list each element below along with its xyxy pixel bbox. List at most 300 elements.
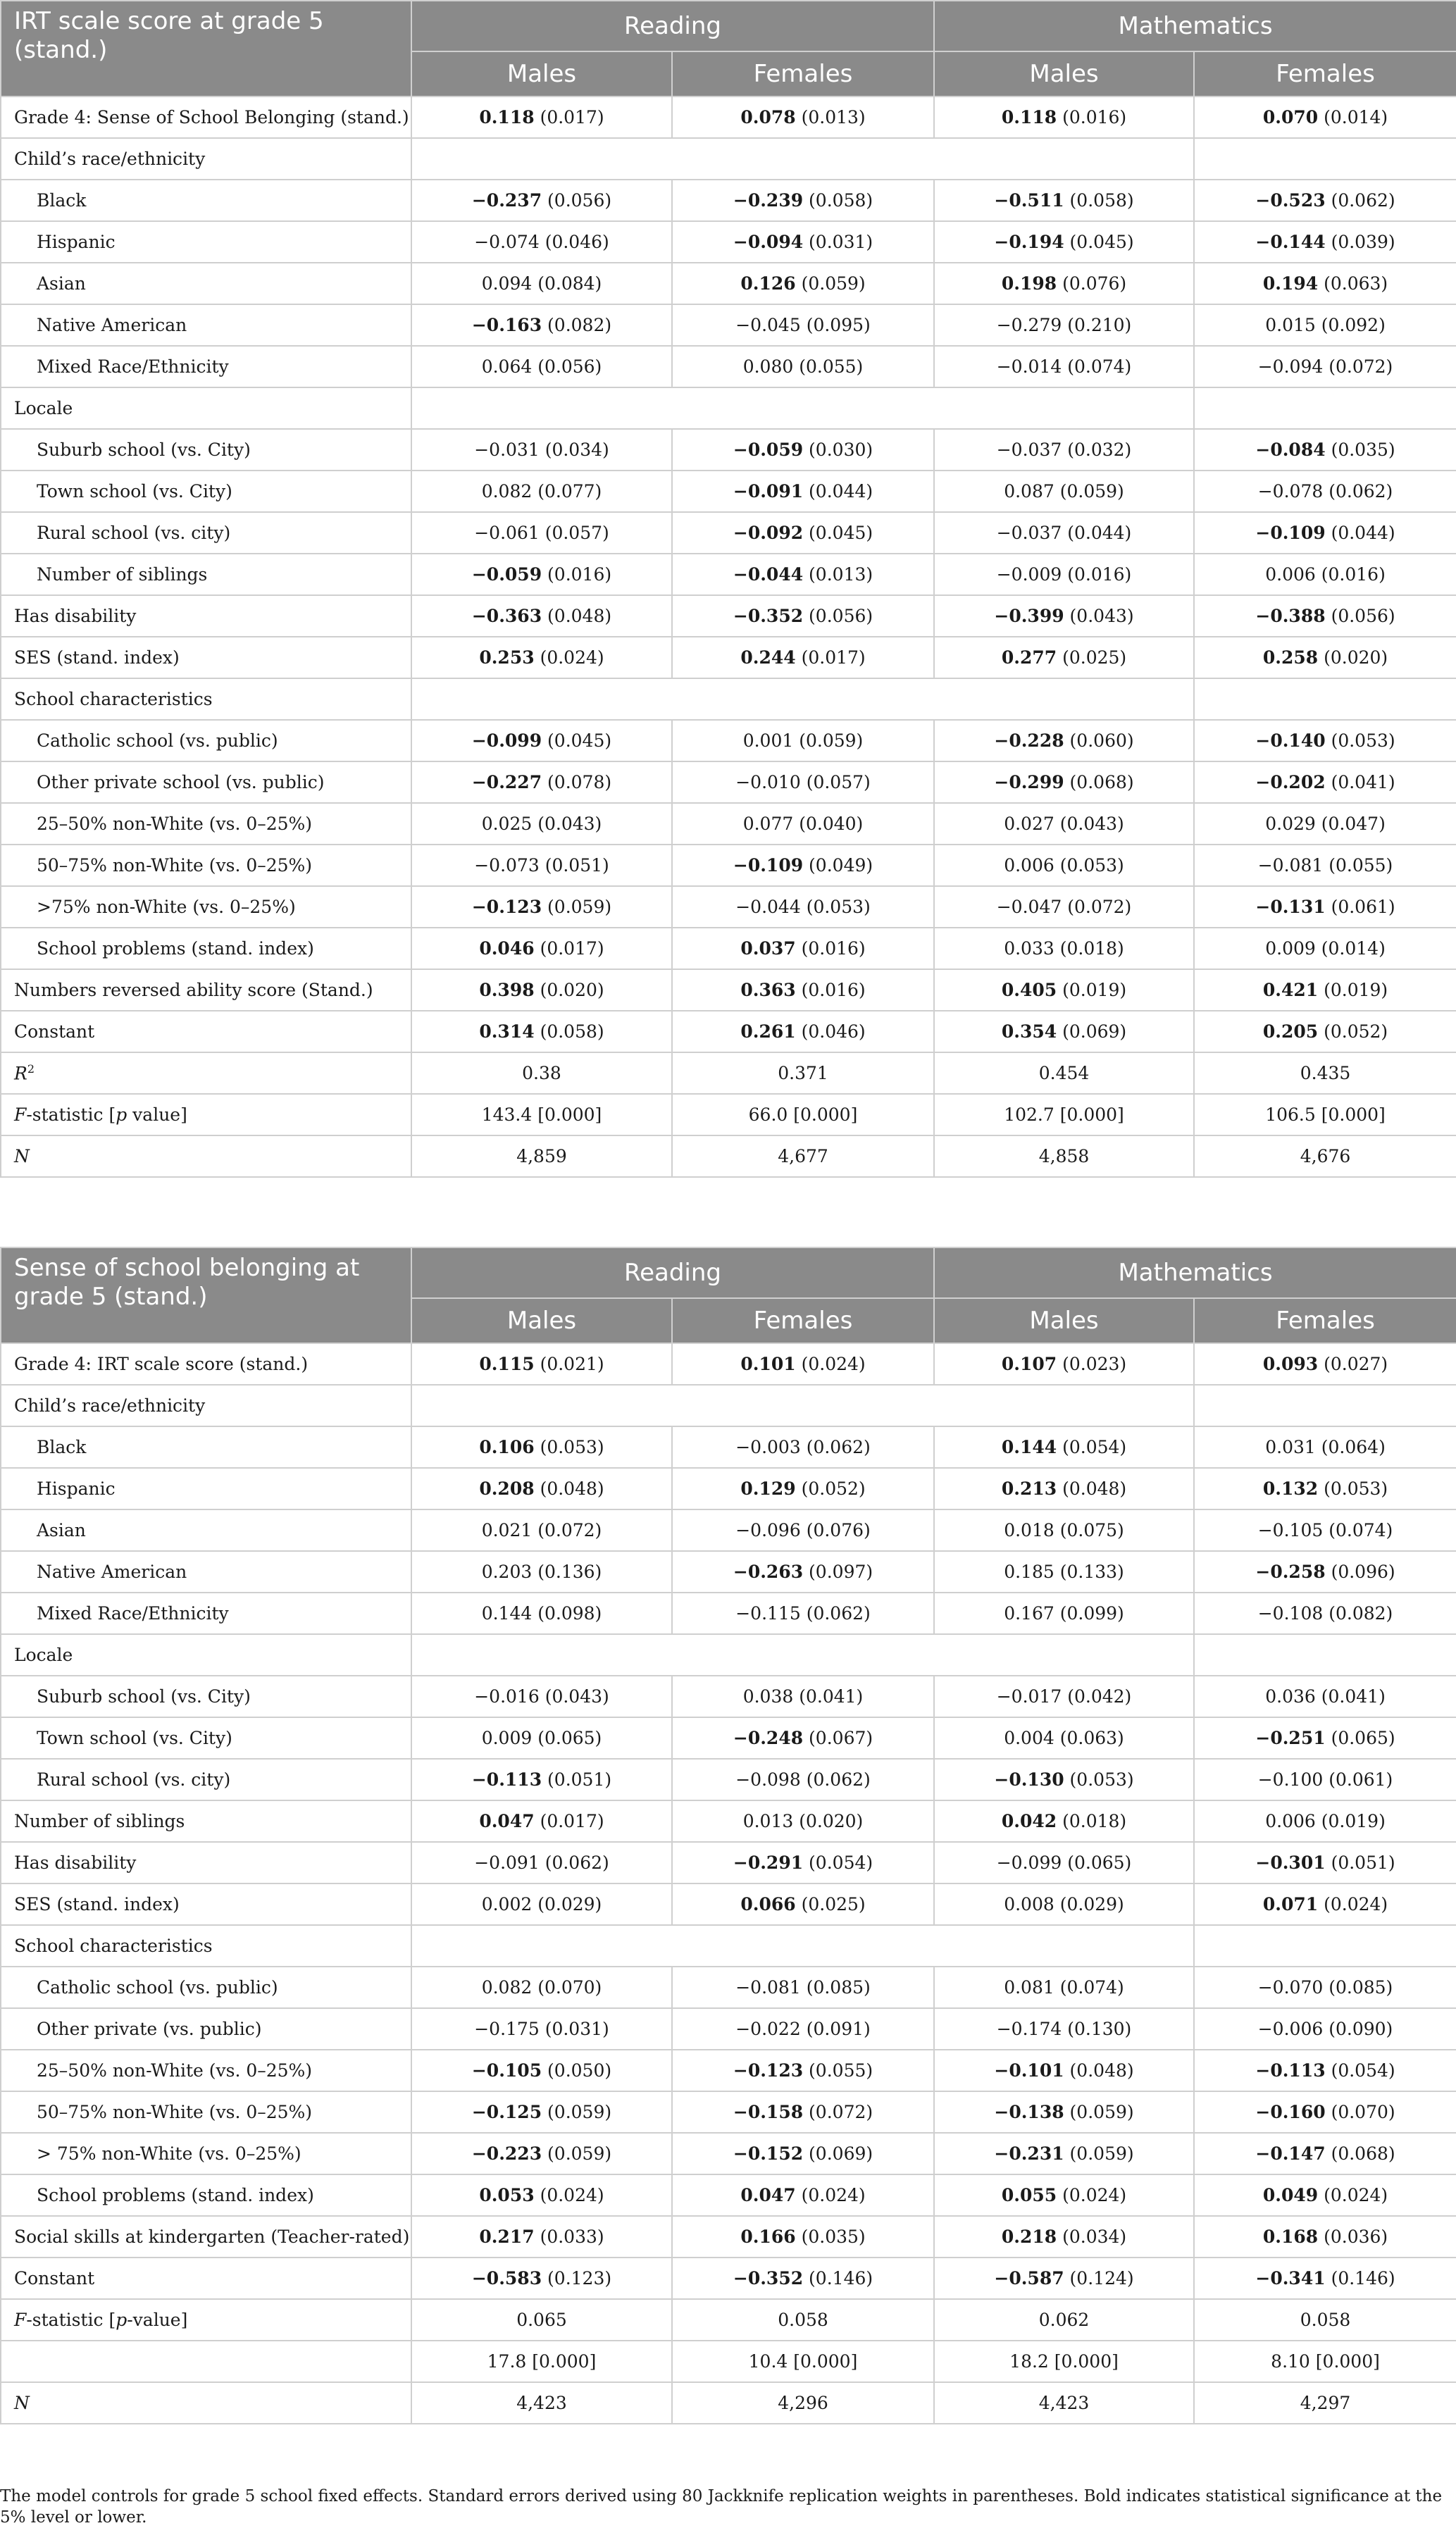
coef-cell: [672, 637, 934, 678]
table-row: [1, 2341, 1456, 2382]
coef-estimate: −0.587: [994, 2268, 1064, 2289]
coef-estimate: 0.066: [740, 1894, 796, 1914]
coef-estimate: 0.001: [742, 730, 794, 751]
coef-cell: [411, 761, 672, 803]
coef-cell: [411, 180, 672, 221]
row-label: Grade 4: Sense of School Belonging (stand.): [1, 96, 411, 138]
coef-estimate: 0.006: [1004, 855, 1054, 876]
standard-error: (0.055): [1323, 855, 1393, 876]
coef-cell: [672, 429, 934, 471]
coef-cell: [411, 1759, 672, 1800]
standard-error: (0.091): [800, 2019, 871, 2039]
coef-cell: [934, 1343, 1194, 1385]
standard-error: (0.031): [803, 232, 873, 252]
coef-estimate: 0.058: [778, 2310, 828, 2330]
coef-cell: [1194, 2174, 1456, 2216]
coef-cell: [672, 304, 934, 346]
standard-error: (0.095): [800, 315, 871, 335]
coef-cell: [672, 1426, 934, 1468]
coef-cell: [934, 1551, 1194, 1593]
table-row: [1, 1551, 1456, 1593]
group-header-reading: Reading: [411, 1247, 934, 1298]
coef-cell: [1194, 761, 1456, 803]
coef-cell: [934, 595, 1194, 637]
coef-cell: [934, 554, 1194, 595]
standard-error: (0.024): [1318, 1894, 1388, 1914]
table-row: [1, 2133, 1456, 2174]
coef-estimate: 0.042: [1001, 1811, 1057, 1831]
coef-estimate: 0.198: [1001, 273, 1057, 294]
section-spacer: [411, 138, 1194, 180]
row-label: N: [1, 2382, 411, 2424]
coef-cell: [672, 2258, 934, 2299]
school-belonging-table: [0, 1247, 1456, 2424]
standard-error: (0.070): [1325, 2102, 1395, 2122]
coef-cell: [411, 346, 672, 387]
standard-error: (0.041): [793, 1686, 864, 1707]
coef-estimate: 0.002: [481, 1894, 533, 1914]
coef-cell: [1194, 928, 1456, 969]
row-label: Social skills at kindergarten (Teacher-rated): [1, 2216, 411, 2258]
coef-cell: [672, 803, 934, 845]
standard-error: (0.053): [1054, 855, 1124, 876]
standard-error: (0.056): [803, 606, 873, 626]
section-row: [1, 1385, 1456, 1426]
coef-estimate: −0.099: [996, 1853, 1062, 1873]
standard-error: (0.072): [1323, 356, 1393, 377]
coef-estimate: 0.107: [1001, 1354, 1057, 1374]
coef-cell: [411, 1094, 672, 1135]
standard-error: (0.033): [534, 2227, 604, 2247]
coef-cell: [934, 2258, 1194, 2299]
standard-error: (0.013): [795, 107, 866, 127]
row-label: > 75% non-White (vs. 0–25%): [1, 2133, 411, 2174]
standard-error: (0.146): [803, 2268, 873, 2289]
coef-estimate: 0.205: [1262, 1021, 1319, 1042]
coef-cell: [1194, 2341, 1456, 2382]
coef-estimate: 4,676: [1300, 1146, 1351, 1166]
coef-cell: [934, 2382, 1194, 2424]
coef-estimate: 0.126: [740, 273, 796, 294]
table-row: [1, 1717, 1456, 1759]
coef-cell: [934, 2174, 1194, 2216]
coef-estimate: −0.301: [1255, 1853, 1326, 1873]
coef-estimate: 0.021: [481, 1520, 533, 1540]
coef-estimate: 0.203: [481, 1562, 533, 1582]
coef-cell: [411, 2133, 672, 2174]
coef-cell: [934, 2299, 1194, 2341]
coef-estimate: 4,296: [778, 2393, 828, 2413]
standard-error: (0.024): [795, 1354, 866, 1374]
coef-cell: [934, 1883, 1194, 1925]
coef-cell: [1194, 263, 1456, 304]
standard-error: (0.016): [795, 938, 866, 959]
standard-error: (0.043): [532, 814, 602, 834]
coef-cell: [411, 1717, 672, 1759]
coef-cell: [672, 2050, 934, 2091]
irt-score-table: [0, 0, 1456, 1178]
coef-estimate: −0.115: [735, 1603, 801, 1624]
standard-error: (0.056): [542, 190, 612, 211]
coef-cell: [672, 1967, 934, 2008]
coef-estimate: 0.354: [1001, 1021, 1057, 1042]
standard-error: (0.019): [1315, 1811, 1386, 1831]
coef-cell: [934, 2050, 1194, 2091]
standard-error: (0.123): [542, 2268, 612, 2289]
coef-cell: [934, 845, 1194, 886]
table-row: [1, 2216, 1456, 2258]
standard-error: (0.036): [1318, 2227, 1388, 2247]
coef-estimate: −0.130: [994, 1769, 1064, 1790]
standard-error: (0.061): [1323, 1769, 1393, 1790]
row-label: Grade 4: IRT scale score (stand.): [1, 1343, 411, 1385]
standard-error: (0.016): [1315, 564, 1386, 585]
standard-error: (0.051): [542, 1769, 612, 1790]
table-row: [1, 180, 1456, 221]
standard-error: (0.031): [539, 2019, 609, 2039]
row-label: 25–50% non-White (vs. 0–25%): [1, 803, 411, 845]
coef-cell: [672, 2382, 934, 2424]
coef-cell: [1194, 1717, 1456, 1759]
coef-estimate: −0.059: [733, 440, 804, 460]
standard-error: (0.046): [795, 1021, 866, 1042]
row-label: School problems (stand. index): [1, 928, 411, 969]
coef-cell: [672, 928, 934, 969]
coef-cell: [411, 886, 672, 928]
subheader-males: Males: [934, 51, 1194, 96]
section-spacer: [411, 1925, 1194, 1967]
coef-estimate: 0.244: [740, 647, 796, 668]
coef-estimate: −0.239: [733, 190, 804, 211]
coef-cell: [411, 471, 672, 512]
subheader-males: Males: [934, 1298, 1194, 1343]
coef-estimate: 0.006: [1265, 564, 1316, 585]
row-label: Other private (vs. public): [1, 2008, 411, 2050]
coef-estimate: −0.363: [471, 606, 542, 626]
coef-cell: [411, 637, 672, 678]
standard-error: (0.133): [1054, 1562, 1124, 1582]
coef-estimate: −0.108: [1257, 1603, 1324, 1624]
coef-cell: [411, 1967, 672, 2008]
coef-estimate: 0.106: [479, 1437, 535, 1457]
coef-cell: [411, 221, 672, 263]
table-title: IRT scale score at grade 5 (stand.): [1, 1, 411, 96]
coef-estimate: 4,858: [1038, 1146, 1090, 1166]
coef-cell: [1194, 304, 1456, 346]
standard-error: (0.014): [1315, 938, 1386, 959]
row-label: Suburb school (vs. City): [1, 429, 411, 471]
coef-cell: [934, 1842, 1194, 1883]
coef-cell: [672, 1551, 934, 1593]
standard-error: (0.092): [1315, 315, 1386, 335]
section-row: [1, 138, 1456, 180]
coef-estimate: −0.091: [474, 1853, 540, 1873]
standard-error: (0.044): [1325, 523, 1395, 543]
row-label: Native American: [1, 1551, 411, 1593]
coef-estimate: 8.10 [0.000]: [1271, 2351, 1380, 2372]
subheader-males: Males: [411, 1298, 672, 1343]
coef-estimate: −0.044: [735, 897, 801, 917]
coef-estimate: −0.061: [474, 523, 540, 543]
coef-cell: [1194, 1883, 1456, 1925]
standard-error: (0.085): [800, 1977, 871, 1998]
table-row: [1, 1967, 1456, 2008]
coef-cell: [1194, 1135, 1456, 1177]
section-label: Child’s race/ethnicity: [1, 1385, 411, 1426]
standard-error: (0.053): [1064, 1769, 1134, 1790]
standard-error: (0.059): [542, 2102, 612, 2122]
row-label: Constant: [1, 1011, 411, 1052]
coef-estimate: 0.015: [1265, 315, 1316, 335]
table-row: [1, 2258, 1456, 2299]
section-row: [1, 1634, 1456, 1676]
coef-estimate: 0.004: [1004, 1728, 1054, 1748]
coef-estimate: 0.167: [1004, 1603, 1054, 1624]
coef-estimate: −0.352: [733, 606, 804, 626]
coef-cell: [411, 1011, 672, 1052]
standard-error: (0.077): [532, 481, 602, 502]
coef-cell: [411, 1842, 672, 1883]
table-row: [1, 1094, 1456, 1135]
coef-cell: [672, 180, 934, 221]
standard-error: (0.065): [1062, 1853, 1132, 1873]
coef-estimate: 4,423: [516, 2393, 567, 2413]
coef-estimate: −0.163: [471, 315, 542, 335]
coef-cell: [672, 346, 934, 387]
coef-cell: [934, 263, 1194, 304]
standard-error: (0.063): [1318, 273, 1388, 294]
standard-error: (0.069): [803, 2143, 873, 2164]
coef-estimate: −0.291: [733, 1853, 804, 1873]
coef-cell: [672, 512, 934, 554]
standard-error: (0.061): [1325, 897, 1395, 917]
row-label: Hispanic: [1, 1468, 411, 1509]
coef-estimate: 4,297: [1300, 2393, 1351, 2413]
section-row: [1, 1925, 1456, 1967]
coef-estimate: −0.081: [1257, 855, 1324, 876]
subheader-females: Females: [672, 51, 934, 96]
coef-estimate: −0.123: [471, 897, 542, 917]
coef-cell: [411, 512, 672, 554]
coef-estimate: −0.123: [733, 2060, 804, 2081]
coef-cell: [1194, 1967, 1456, 2008]
coef-estimate: 0.058: [1300, 2310, 1351, 2330]
row-label: Hispanic: [1, 221, 411, 263]
coef-cell: [411, 1800, 672, 1842]
coef-cell: [672, 2133, 934, 2174]
coef-cell: [672, 1759, 934, 1800]
coef-estimate: 0.213: [1001, 1478, 1057, 1499]
coef-estimate: −0.044: [733, 564, 804, 585]
table-body: [1, 1343, 1456, 2424]
coef-estimate: 0.037: [740, 938, 796, 959]
standard-error: (0.020): [534, 980, 604, 1000]
coef-estimate: 0.013: [742, 1811, 794, 1831]
standard-error: (0.016): [795, 980, 866, 1000]
coef-estimate: 0.405: [1001, 980, 1057, 1000]
section-label: Locale: [1, 387, 411, 429]
coef-cell: [411, 1426, 672, 1468]
coef-estimate: 0.077: [742, 814, 794, 834]
section-spacer: [1194, 1385, 1456, 1426]
coef-estimate: −0.074: [474, 232, 540, 252]
table-row: [1, 429, 1456, 471]
subheader-females: Females: [1194, 1298, 1456, 1343]
table-body: [1, 96, 1456, 1177]
coef-cell: [411, 1883, 672, 1925]
coef-cell: [934, 471, 1194, 512]
standard-error: (0.045): [803, 523, 873, 543]
coef-estimate: 4,859: [516, 1146, 567, 1166]
table-row: [1, 2008, 1456, 2050]
coef-cell: [934, 2216, 1194, 2258]
standard-error: (0.055): [793, 356, 864, 377]
coef-cell: [411, 304, 672, 346]
coef-estimate: 18.2 [0.000]: [1009, 2351, 1119, 2372]
coef-estimate: −0.152: [733, 2143, 804, 2164]
row-label: F-statistic [p value]: [1, 1094, 411, 1135]
coef-estimate: −0.279: [996, 315, 1062, 335]
coef-estimate: 17.8 [0.000]: [487, 2351, 597, 2372]
standard-error: (0.072): [803, 2102, 873, 2122]
standard-error: (0.082): [1323, 1603, 1393, 1624]
coef-estimate: 0.38: [522, 1063, 561, 1083]
row-label: Town school (vs. City): [1, 471, 411, 512]
coef-cell: [411, 803, 672, 845]
row-label: Asian: [1, 1509, 411, 1551]
standard-error: (0.062): [800, 1437, 871, 1457]
coef-cell: [672, 1883, 934, 1925]
coef-estimate: 0.168: [1262, 2227, 1319, 2247]
table-row: [1, 554, 1456, 595]
table-row: [1, 1509, 1456, 1551]
section-spacer: [411, 678, 1194, 720]
coef-estimate: 0.194: [1262, 273, 1319, 294]
section-label: Locale: [1, 1634, 411, 1676]
standard-error: (0.025): [1057, 647, 1127, 668]
coef-estimate: 0.049: [1262, 2185, 1319, 2205]
coef-estimate: −0.022: [735, 2019, 801, 2039]
coef-cell: [1194, 2382, 1456, 2424]
row-label: Suburb school (vs. City): [1, 1676, 411, 1717]
table-row: [1, 1842, 1456, 1883]
coef-cell: [672, 720, 934, 761]
standard-error: (0.062): [539, 1853, 609, 1873]
row-label: Asian: [1, 263, 411, 304]
table-row: [1, 1883, 1456, 1925]
standard-error: (0.059): [795, 273, 866, 294]
standard-error: (0.076): [1057, 273, 1127, 294]
standard-error: (0.070): [532, 1977, 602, 1998]
row-label: 50–75% non-White (vs. 0–25%): [1, 2091, 411, 2133]
standard-error: (0.065): [532, 1728, 602, 1748]
coef-cell: [934, 803, 1194, 845]
coef-estimate: 0.081: [1004, 1977, 1054, 1998]
coef-estimate: −0.017: [996, 1686, 1062, 1707]
coef-estimate: −0.523: [1255, 190, 1326, 211]
row-label: $R^2$: [1, 1052, 411, 1094]
standard-error: (0.059): [542, 897, 612, 917]
coef-cell: [1194, 1759, 1456, 1800]
coef-cell: [1194, 1052, 1456, 1094]
coef-estimate: 0.277: [1001, 647, 1057, 668]
coef-estimate: 0.421: [1262, 980, 1319, 1000]
standard-error: (0.021): [534, 1354, 604, 1374]
coef-estimate: −0.073: [474, 855, 540, 876]
section-spacer: [1194, 1634, 1456, 1676]
table-row: [1, 637, 1456, 678]
coef-estimate: 0.093: [1262, 1354, 1319, 1374]
standard-error: (0.057): [800, 772, 871, 792]
coef-cell: [411, 720, 672, 761]
coef-estimate: 0.078: [740, 107, 796, 127]
coef-cell: [934, 637, 1194, 678]
coef-estimate: −0.105: [471, 2060, 542, 2081]
table-row: [1, 2174, 1456, 2216]
row-label: Rural school (vs. city): [1, 512, 411, 554]
coef-estimate: 0.118: [1001, 107, 1057, 127]
coef-cell: [672, 554, 934, 595]
standard-error: (0.098): [532, 1603, 602, 1624]
standard-error: (0.058): [534, 1021, 604, 1042]
standard-error: (0.051): [539, 855, 609, 876]
coef-estimate: −0.101: [994, 2060, 1064, 2081]
standard-error: (0.062): [1325, 190, 1395, 211]
coef-estimate: −0.237: [471, 190, 542, 211]
coef-cell: [411, 263, 672, 304]
standard-error: (0.046): [539, 232, 609, 252]
standard-error: (0.099): [1054, 1603, 1124, 1624]
group-header-mathematics: Mathematics: [934, 1, 1456, 51]
section-label: Child’s race/ethnicity: [1, 138, 411, 180]
standard-error: (0.047): [1315, 814, 1386, 834]
coef-estimate: 0.008: [1004, 1894, 1054, 1914]
coef-cell: [1194, 346, 1456, 387]
coef-estimate: −0.147: [1255, 2143, 1326, 2164]
coef-cell: [672, 2299, 934, 2341]
section-spacer: [411, 1385, 1194, 1426]
coef-cell: [411, 96, 672, 138]
coef-cell: [672, 2216, 934, 2258]
coef-estimate: 0.185: [1004, 1562, 1054, 1582]
standard-error: (0.051): [1325, 1853, 1395, 1873]
row-label: SES (stand. index): [1, 1883, 411, 1925]
standard-error: (0.035): [795, 2227, 866, 2247]
coef-estimate: 0.027: [1004, 814, 1054, 834]
standard-error: (0.076): [800, 1520, 871, 1540]
coef-cell: [672, 1593, 934, 1634]
coef-cell: [672, 595, 934, 637]
coef-estimate: 0.031: [1265, 1437, 1316, 1457]
standard-error: (0.024): [1057, 2185, 1127, 2205]
coef-cell: [1194, 803, 1456, 845]
row-label: Number of siblings: [1, 554, 411, 595]
standard-error: (0.075): [1054, 1520, 1124, 1540]
coef-estimate: −0.094: [733, 232, 804, 252]
coef-cell: [934, 1800, 1194, 1842]
standard-error: (0.085): [1323, 1977, 1393, 1998]
coef-cell: [1194, 1800, 1456, 1842]
coef-cell: [411, 2258, 672, 2299]
coef-estimate: −0.099: [471, 730, 542, 751]
coef-cell: [672, 1509, 934, 1551]
standard-error: (0.130): [1062, 2019, 1132, 2039]
coef-estimate: 0.258: [1262, 647, 1319, 668]
coef-cell: [411, 1135, 672, 1177]
coef-cell: [411, 969, 672, 1011]
coef-estimate: −0.096: [735, 1520, 801, 1540]
coef-cell: [672, 886, 934, 928]
